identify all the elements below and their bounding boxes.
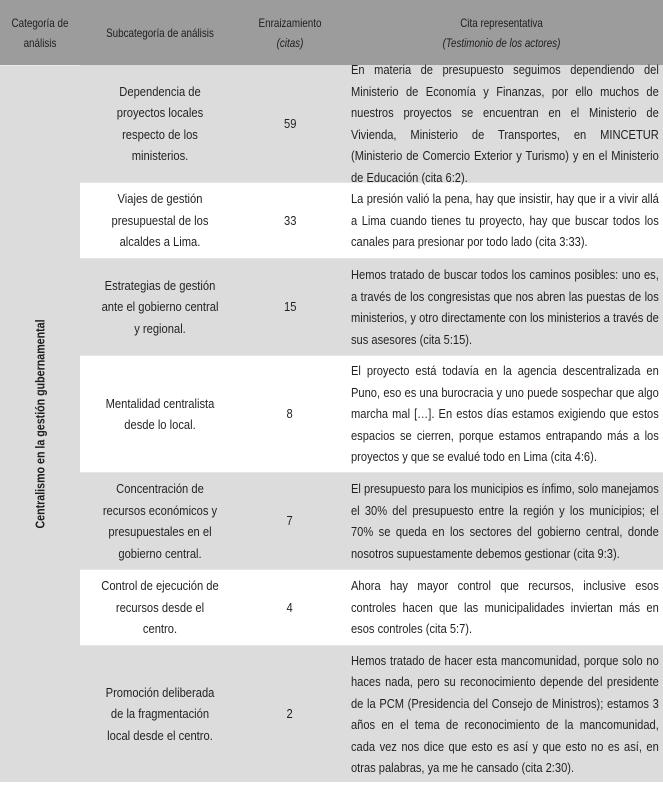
subcategory-text: Concentración de recursos económicos y presupuestales en el gobierno central. bbox=[102, 481, 218, 561]
subcategory-cell bbox=[80, 393, 240, 436]
subcategory-cell bbox=[80, 81, 240, 167]
count-cell bbox=[240, 113, 340, 135]
table-row bbox=[80, 182, 663, 258]
quote-text: El presupuesto para los municipios es ínfimo, solo manejamos el 30% del presupuesto entre la región y los municipios; el 70% se queda en los sectores del gobierno central, donde nosotros supuestamente debemos gestionar (cita 9:3). bbox=[351, 481, 659, 561]
quote-cell bbox=[340, 650, 663, 779]
header-rooting-sub: (citas) bbox=[276, 35, 304, 50]
count-value: 7 bbox=[286, 513, 294, 529]
header-quote bbox=[369, 13, 634, 53]
table-body bbox=[0, 62, 663, 782]
subcategory-text: Mentalidad centralista desde lo local. bbox=[105, 395, 215, 432]
category-label: Centralismo en la gestión gubernamental bbox=[32, 319, 48, 529]
table-row bbox=[80, 258, 663, 355]
quote-text: La presión valió la pena, hay que insistir, hay que ir a vivir allá a Lima cuando tienes tu proyecto, hay que buscar todos los canales para presionar por todo lado (cita 3:33). bbox=[351, 191, 659, 250]
table-row bbox=[80, 569, 663, 645]
subcategory-text: Dependencia de proyectos locales respecto de los ministerios. bbox=[116, 83, 204, 163]
count-value: 2 bbox=[286, 706, 294, 722]
header-category-label: Categoría de análisis bbox=[11, 15, 69, 50]
quote-text: Hemos tratado de buscar todos los caminos posibles: uno es, a través de los congresistas que nos abren las puestas de los ministerios, y otro directamente con los ministerios a través de sus asesores (cita 5:15). bbox=[351, 267, 659, 347]
category-cell bbox=[0, 65, 80, 782]
quote-cell bbox=[340, 575, 663, 640]
count-cell bbox=[240, 703, 340, 725]
header-rooting bbox=[249, 13, 331, 53]
quote-text: Ahora hay mayor control que recursos, inclusive esos controles hacen que las municipalidades inviertan más en esos controles (cita 5:7). bbox=[351, 578, 659, 637]
quote-text: Hemos tratado de hacer esta mancomunidad, porque solo no haces nada, pero su reconocimiento depende del presidente de la PCM (Presidencia del Consejo de Ministros); estamos 3 años en el tema de reconocimiento de la mancomunidad, cada vez nos dice que esto es así y que esto no es así, en otras palabras, ya me he cansado (cita 2:30). bbox=[351, 652, 659, 775]
quote-cell bbox=[340, 59, 663, 188]
header-category bbox=[7, 13, 73, 53]
header-subcategory-label: Subcategoría de análisis bbox=[106, 25, 214, 40]
subcategory-cell bbox=[80, 275, 240, 340]
table-row bbox=[80, 62, 663, 185]
quote-text: En materia de presupuesto seguimos dependiendo del Ministerio de Economía y Finanzas, por ello muchos de nuestros proyectos se encuentran en el Ministerio de Vivienda, Ministerio de Transportes, en MINCETUR (Ministerio de Comercio Exterior y Turismo) y en el Ministerio de Educación (cita 6:2). bbox=[351, 62, 659, 185]
subcategory-text: Promoción deliberada de la fragmentación local desde el centro. bbox=[105, 684, 215, 743]
count-value: 59 bbox=[283, 115, 297, 131]
subcategory-rows bbox=[80, 62, 663, 782]
subcategory-text: Control de ejecución de recursos desde el centro. bbox=[101, 578, 219, 637]
subcategory-cell bbox=[80, 682, 240, 747]
quote-cell bbox=[340, 360, 663, 468]
quote-cell bbox=[340, 188, 663, 253]
subcategory-cell bbox=[80, 478, 240, 564]
count-cell bbox=[240, 403, 340, 425]
table-header bbox=[0, 0, 663, 65]
count-cell bbox=[240, 210, 340, 232]
count-cell bbox=[240, 597, 340, 619]
subcategory-cell bbox=[80, 188, 240, 253]
header-quote-title: Cita representativa bbox=[460, 15, 543, 30]
table-row bbox=[80, 645, 663, 782]
count-cell bbox=[240, 510, 340, 532]
quote-cell bbox=[340, 264, 663, 350]
subcategory-text: Estrategias de gestión ante el gobierno central y regional. bbox=[101, 277, 219, 336]
subcategory-text: Viajes de gestión presupuestal de los alcaldes a Lima. bbox=[111, 191, 209, 250]
header-subcategory bbox=[94, 23, 225, 43]
table-row bbox=[80, 472, 663, 569]
count-cell bbox=[240, 296, 340, 318]
header-quote-sub: (Testimonio de los actores) bbox=[442, 35, 561, 50]
count-value: 8 bbox=[286, 406, 294, 422]
quote-cell bbox=[340, 478, 663, 564]
quote-text: El proyecto está todavía en la agencia descentralizada en Puno, eso es una burocracia y uno puede sospechar que algo marcha mal […]. En estos días estamos exigiendo que estos espacios se cierren, porque estamos entrapando más a los proyectos y que se evalué todo en Lima (cita 4:6). bbox=[351, 363, 659, 465]
subcategory-cell bbox=[80, 575, 240, 640]
header-rooting-title: Enraizamiento bbox=[258, 15, 322, 30]
count-value: 33 bbox=[283, 212, 297, 228]
table-row bbox=[80, 355, 663, 472]
count-value: 15 bbox=[283, 299, 297, 315]
count-value: 4 bbox=[286, 599, 294, 615]
